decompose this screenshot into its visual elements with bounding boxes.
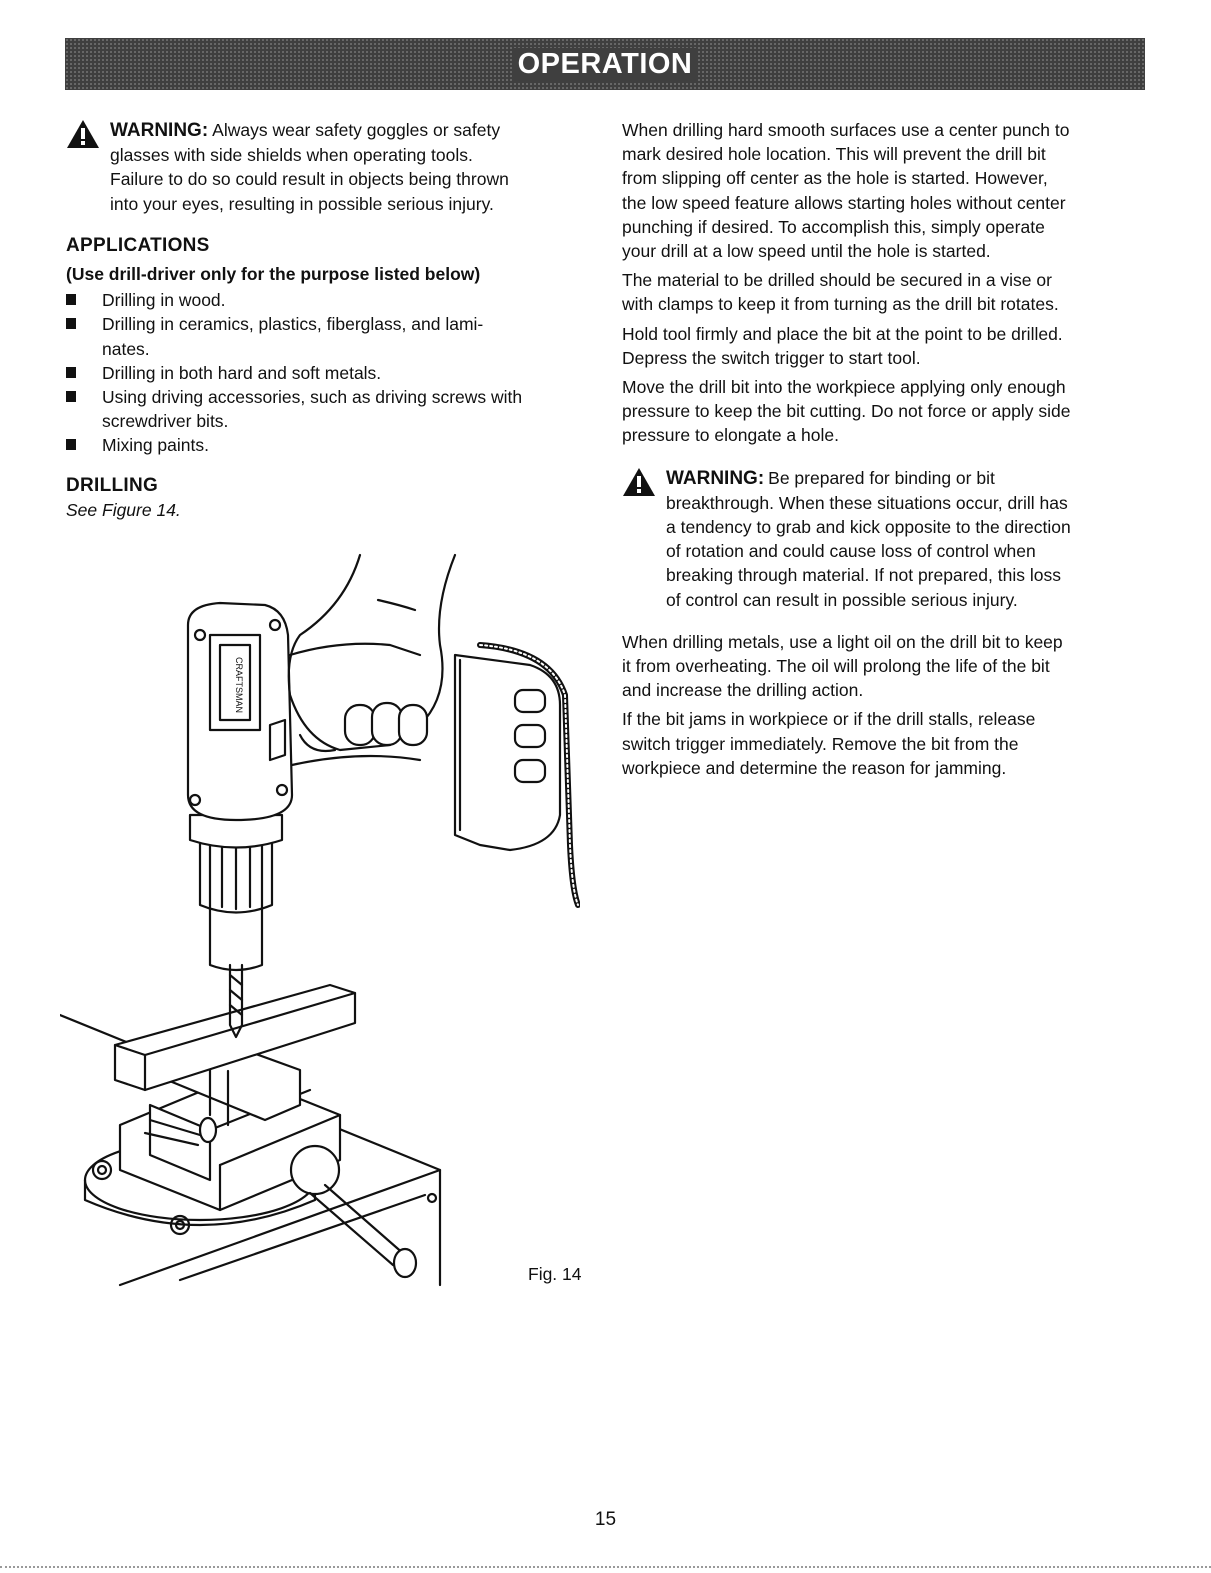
applications-heading: APPLICATIONS	[66, 234, 210, 256]
right-column	[622, 118, 1142, 785]
warning-triangle-icon	[66, 119, 100, 149]
bullet-icon	[66, 318, 76, 329]
drilling-heading: DRILLING	[66, 474, 159, 496]
warning-label: WARNING:	[666, 467, 765, 489]
warning-line: glasses with side shields when operating tools.	[110, 145, 473, 166]
list-item: Mixing paints.	[66, 433, 606, 457]
warning-line: a tendency to grab and kick opposite to the direction	[666, 517, 1071, 538]
warning-line: breaking through material. If not prepared, this loss	[666, 565, 1061, 586]
warning-triangle-icon	[622, 467, 656, 497]
warning-line: WARNING: Always wear safety goggles or safety	[110, 120, 501, 141]
warning-line: Failure to do so could result in objects being thrown	[110, 169, 509, 190]
paragraph-drilling-metals: When drilling metals, use a light oil on the drill bit to keep it from overheating. The oil will prolong the life of the bit and increase the drilling action.	[622, 631, 1063, 701]
section-title: OPERATION	[512, 48, 699, 81]
paragraph-bit-jams: If the bit jams in workpiece or if the drill stalls, release switch trigger immediately. Remove the bit from the workpiece and determine the reason for jamming.	[622, 709, 1036, 778]
figure-caption: Fig. 14	[528, 1264, 582, 1284]
figure-reference: See Figure 14.	[66, 499, 181, 520]
warning-line: of rotation and could cause loss of control when	[666, 541, 1036, 562]
list-item: Drilling in ceramics, plastics, fiberglass, and lami- nates.	[66, 312, 606, 360]
section-banner	[65, 38, 1145, 90]
drill-vise-illustration	[60, 545, 580, 1295]
bullet-icon	[66, 367, 76, 378]
safety-warning	[66, 118, 606, 216]
bullet-icon	[66, 391, 76, 402]
applications-list	[66, 288, 606, 457]
hand	[289, 555, 455, 751]
bullet-icon	[66, 439, 76, 450]
list-item: Using driving accessories, such as driving screws with screwdriver bits.	[66, 385, 606, 433]
bullet-icon	[66, 294, 76, 305]
warning-line: into your eyes, resulting in possible serious injury.	[110, 193, 494, 214]
paragraph-secure-material: The material to be drilled should be secured in a vise or with clamps to keep it from turning as the drill bit rotates.	[622, 270, 1059, 315]
applications-subheading: (Use drill-driver only for the purpose listed below)	[66, 264, 481, 285]
paragraph-move-bit: Move the drill bit into the workpiece applying only enough pressure to keep the bit cutting. Do not force or apply side pressure to elongate a hole.	[622, 377, 1071, 446]
bottom-divider	[0, 1566, 1211, 1568]
paragraph-center-punch: When drilling hard smooth surfaces use a center punch to mark desired hole location. This will prevent the drill bit from slipping off center as the hole is started. However, the low speed feature allows starting holes without center punching if desired. To accomplish this, simply operate your drill at a low speed until the hole is started.	[622, 120, 1070, 262]
bench-vise	[85, 985, 416, 1277]
list-item: Drilling in wood.	[66, 288, 606, 312]
left-column	[66, 118, 606, 522]
binding-warning	[622, 466, 1142, 612]
warning-label: WARNING:	[110, 120, 209, 141]
warning-line: breakthrough. When these situations occur, drill has	[666, 492, 1068, 513]
cordless-drill	[188, 603, 578, 970]
list-item: Drilling in both hard and soft metals.	[66, 361, 606, 385]
warning-line: of control can result in possible serious injury.	[666, 589, 1018, 610]
warning-line: WARNING: Be prepared for binding or bit	[666, 467, 995, 489]
brand-text: CRAFTSMAN	[234, 657, 244, 713]
paragraph-hold-tool: Hold tool firmly and place the bit at the point to be drilled. Depress the switch trigger to start tool.	[622, 323, 1063, 368]
page-number: 15	[594, 1509, 617, 1530]
